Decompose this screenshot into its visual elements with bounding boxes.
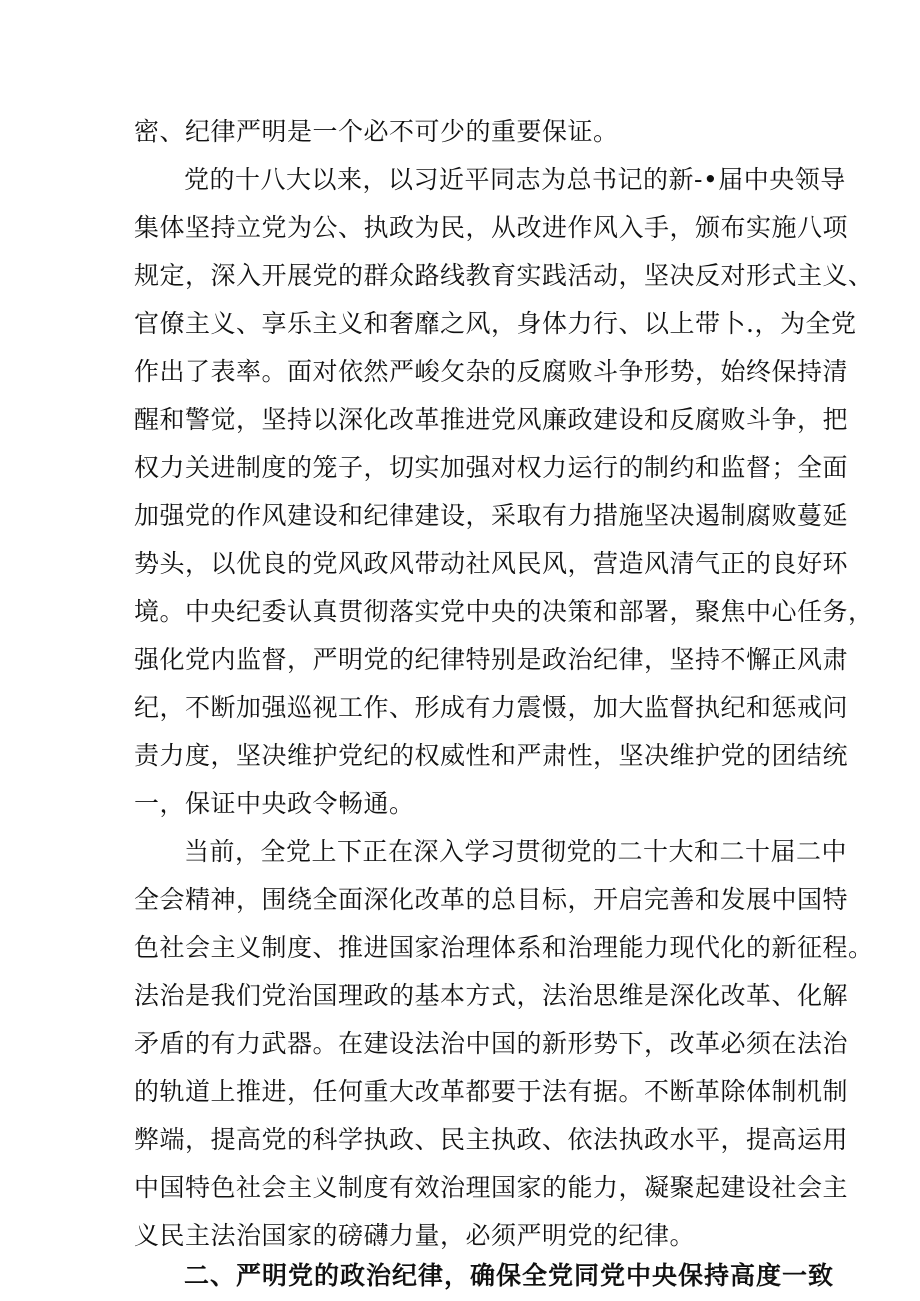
paragraph-2-line: [0, 688, 920, 728]
paragraph-3-line: [0, 1024, 920, 1064]
paragraph-3-text: 弊端，提高党的科学执政、民主执政、依法执政水平，提高运用: [134, 1125, 849, 1154]
paragraph-2-line: [0, 736, 920, 776]
paragraph-3-line: [0, 976, 920, 1016]
paragraph-3-text: 矛盾的有力武器。在建设法治中国的新形势下，改革必须在法治: [134, 1029, 849, 1058]
paragraph-2-text: 加强党的作风建设和纪律建设，采取有力措施坚决遏制腐败蔓延: [134, 501, 849, 530]
paragraph-1-line: [0, 112, 920, 152]
paragraph-3-line: [0, 832, 920, 872]
paragraph-3-line: [0, 1072, 920, 1112]
paragraph-2-text: 一，保证中央政令畅通。: [134, 789, 415, 818]
paragraph-2-line: [0, 352, 920, 392]
paragraph-3-text: 全会精神，围绕全面深化改革的总目标，开启完善和发展中国特: [134, 885, 849, 914]
paragraph-2-line: [0, 496, 920, 536]
paragraph-3-line: [0, 1216, 920, 1256]
paragraph-2-line: [0, 448, 920, 488]
section-heading: 二、严明党的政治纪律，确保全党同党中央保持高度一致: [184, 1261, 835, 1290]
paragraph-2-text: 纪，不断加强巡视工作、形成有力震慑，加大监督执纪和惩戒问: [134, 693, 849, 722]
paragraph-3-text: 法治是我们党治国理政的基本方式，法治思维是深化改革、化解: [134, 981, 849, 1010]
paragraph-3-line: [0, 928, 920, 968]
paragraph-2-line: [0, 208, 920, 248]
section-heading-line: [0, 1256, 920, 1296]
paragraph-2-text: 官僚主义、享乐主义和奢靡之风，身体力行、以上带卜.，为全党: [134, 309, 857, 338]
paragraph-2-text: 责力度，坚决维护党纪的权威性和严肃性，坚决维护党的团结统: [134, 741, 849, 770]
paragraph-2-line: [0, 640, 920, 680]
paragraph-2-text: 势头，以优良的党风政风带动社风民风，营造风清气正的良好环: [134, 549, 849, 578]
paragraph-2-text: 集体坚持立党为公、执政为民，从改进作风入手，颁布实施八项: [134, 213, 849, 242]
paragraph-3-text: 中国特色社会主义制度有效治理国家的能力，凝聚起建设社会主: [134, 1173, 849, 1202]
paragraph-2-text: 醒和警觉，坚持以深化改革推进党风廉政建设和反腐败斗争，把: [134, 405, 849, 434]
paragraph-2-line: [0, 592, 920, 632]
paragraph-2-line: [0, 304, 920, 344]
paragraph-2-line: [0, 400, 920, 440]
paragraph-2-line: [0, 784, 920, 824]
paragraph-2-text: 权力关进制度的笼子，切实加强对权力运行的制约和监督；全面: [134, 453, 849, 482]
paragraph-1-text: 密、纪律严明是一个必不可少的重要保证。: [134, 117, 619, 146]
paragraph-3-line: [0, 880, 920, 920]
paragraph-2-text: 境。中央纪委认真贯彻落实党中央的决策和部署，聚焦中心任务，: [134, 597, 874, 626]
paragraph-3-text: 的轨道上推进，任何重大改革都要于法有据。不断革除体制机制: [134, 1077, 849, 1106]
paragraph-3-text: 色社会主义制度、推进国家治理体系和治理能力现代化的新征程。: [134, 933, 874, 962]
paragraph-2-text: 规定，深入开展党的群众路线教育实践活动，坚决反对形式主义、: [134, 261, 874, 290]
paragraph-3-text: 当前，全党上下正在深入学习贯彻党的二十大和二十届二中: [184, 837, 848, 866]
paragraph-3-text: 义民主法治国家的磅礴力量，必须严明党的纪律。: [134, 1221, 696, 1250]
paragraph-2-text: 作出了表率。面对依然严峻攵杂的反腐败斗争形势，始终保持清: [134, 357, 849, 386]
paragraph-2-line: [0, 160, 920, 200]
paragraph-3-line: [0, 1120, 920, 1160]
paragraph-3-line: [0, 1168, 920, 1208]
paragraph-2-text: 强化党内监督，严明党的纪律特别是政治纪律，坚持不懈正风肃: [134, 645, 849, 674]
paragraph-2-text: 党的十八大以来，以习近平同志为总书记的新-•届中央领导: [184, 165, 846, 194]
paragraph-2-line: [0, 544, 920, 584]
paragraph-2-line: [0, 256, 920, 296]
